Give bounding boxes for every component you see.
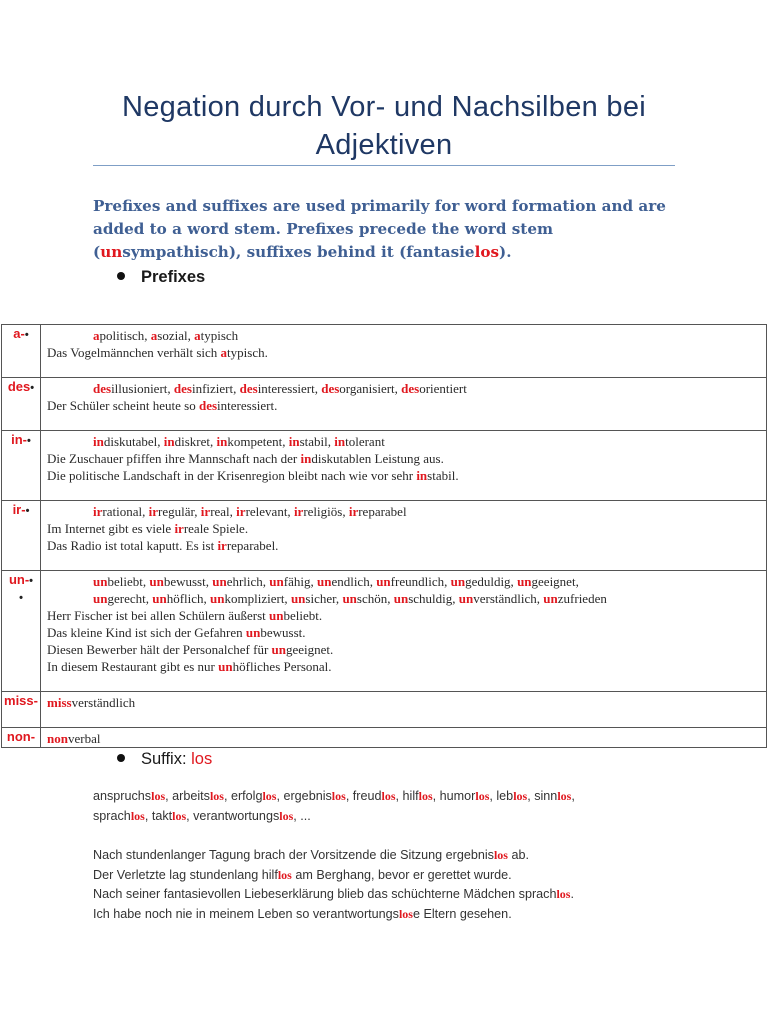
negation-affix: los: [209, 789, 224, 803]
example-text: diskret,: [174, 434, 217, 449]
prefix-label: miss-: [4, 693, 38, 708]
negation-affix: a: [220, 345, 228, 360]
negation-affix: des: [198, 398, 218, 413]
example-text: Diesen Bewerber hält der Personalchef für: [47, 642, 272, 657]
example-text: sprach: [93, 808, 131, 823]
negation-affix: los: [398, 906, 413, 921]
example-text: , hilf: [395, 789, 419, 803]
example-line: [47, 397, 766, 414]
paragraph-gap: [93, 826, 733, 846]
negation-affix: ir: [217, 538, 227, 553]
table-row: [2, 728, 767, 748]
negation-affix: un: [271, 642, 286, 657]
example-line: [93, 787, 733, 807]
example-text: rational,: [102, 504, 149, 519]
example-text: Der Verletzte lag stundenlang hilf: [93, 867, 278, 882]
negation-affix: los: [151, 789, 166, 803]
prefix-label: a-: [13, 326, 25, 341]
bullet-icon: •: [24, 329, 29, 341]
example-text: regulär,: [158, 504, 201, 519]
negation-affix: un: [316, 574, 332, 589]
negation-affix: in: [163, 434, 175, 449]
example-line: [47, 450, 766, 467]
suffix-heading-label: Suffix:: [141, 750, 192, 768]
negation-affix: in: [93, 434, 104, 449]
example-line: [47, 641, 766, 658]
example-line: [47, 327, 766, 344]
example-text: Herr Fischer ist bei allen Schülern äußerst: [47, 608, 270, 623]
prefix-label: in-: [11, 432, 28, 447]
negation-affix: los: [279, 808, 294, 823]
example-line: [47, 520, 766, 537]
example-text: kompetent,: [227, 434, 289, 449]
example-line: [93, 866, 733, 886]
example-line: [93, 807, 733, 827]
intro-example-prefix: un: [100, 243, 123, 261]
example-line: [47, 380, 766, 397]
table-row: [2, 501, 767, 571]
negation-affix: un: [93, 591, 108, 606]
intro-text: Prefixes and suffixes are used primarily for word formation and are added to a word stem. Prefixes precede the word stem (: [93, 197, 666, 261]
negation-affix: a: [150, 328, 158, 343]
prefixes-heading: [117, 268, 205, 287]
negation-affix: a: [93, 328, 100, 343]
examples-cell: [41, 325, 767, 378]
prefix-cell: [2, 692, 41, 728]
example-text: In diesem Restaurant gibt es nur: [47, 659, 219, 674]
table-row: [2, 325, 767, 378]
example-text: schuldig,: [408, 591, 459, 606]
negation-affix: un: [517, 574, 532, 589]
example-text: anspruchs: [93, 789, 152, 803]
prefix-label: un-: [8, 572, 30, 587]
title-divider: [93, 165, 675, 166]
example-text: , ...: [293, 808, 311, 823]
negation-affix: ir: [200, 504, 211, 519]
negation-affix: des: [173, 381, 192, 396]
suffix-heading-suffix: los: [191, 750, 213, 768]
example-text: bewusst.: [260, 625, 306, 640]
example-text: reale Spiele.: [183, 521, 249, 536]
example-line: [47, 467, 766, 484]
negation-affix: un: [376, 574, 391, 589]
example-text: typisch: [200, 328, 239, 343]
example-text: interessiert.: [217, 398, 278, 413]
example-text: real,: [210, 504, 237, 519]
negation-affix: los: [475, 789, 490, 803]
example-line: [47, 503, 766, 520]
prefix-cell: [2, 378, 41, 431]
bullet-icon: •: [25, 505, 30, 517]
negation-affix: un: [393, 591, 409, 606]
example-text: beliebt.: [283, 608, 323, 623]
example-text: infiziert,: [191, 381, 240, 396]
example-text: Die politische Landschaft in der Krisenregion bleibt nach wie vor sehr: [47, 468, 417, 483]
negation-affix: des: [321, 381, 340, 396]
table-row: [2, 431, 767, 501]
negation-affix: non: [47, 731, 68, 746]
suffix-examples: [93, 787, 733, 924]
negation-affix: ir: [148, 504, 158, 519]
examples-cell: [41, 501, 767, 571]
examples-cell: [41, 571, 767, 692]
bullet-icon: [117, 754, 125, 762]
intro-text-2: sympathisch), suffixes behind it (fantasie: [122, 243, 475, 261]
example-text: diskutabel,: [103, 434, 164, 449]
example-text: Das Radio ist total kaputt. Es ist: [47, 538, 218, 553]
negation-affix: un: [269, 608, 284, 623]
page-title: Negation durch Vor- und Nachsilben bei Adjektiven: [121, 91, 647, 161]
prefix-cell: [2, 325, 41, 378]
bullet-icon: •: [27, 435, 31, 447]
example-text: endlich,: [331, 574, 377, 589]
negation-affix: un: [450, 574, 466, 589]
examples-cell: [41, 431, 767, 501]
example-text: , humor: [432, 789, 476, 803]
bullet-icon: •: [19, 592, 23, 604]
example-text: höfliches Personal.: [232, 659, 332, 674]
example-line: [47, 433, 766, 450]
negation-affix: miss: [47, 695, 72, 710]
bullet-icon: [117, 272, 125, 280]
negation-affix: los: [418, 789, 433, 803]
negation-affix: un: [93, 574, 108, 589]
example-text: organisiert,: [339, 381, 402, 396]
example-text: illusioniert,: [111, 381, 174, 396]
negation-affix: un: [210, 591, 225, 606]
negation-affix: los: [381, 789, 396, 803]
example-text: Nach seiner fantasievollen Liebeserklärung blieb das schüchterne Mädchen sprach: [93, 887, 557, 901]
example-text: verständlich: [71, 695, 136, 710]
example-text: Die Zuschauer pfiffen ihre Mannschaft nach der: [47, 451, 301, 466]
example-text: Der Schüler scheint heute so: [47, 398, 199, 413]
example-text: geduldig,: [465, 574, 518, 589]
bullet-icon: •: [30, 382, 35, 394]
example-text: , verantwortungs: [186, 808, 280, 823]
negation-affix: in: [416, 468, 428, 483]
example-text: bewusst,: [163, 574, 213, 589]
example-text: geeignet,: [531, 574, 579, 589]
example-text: religiös,: [303, 504, 349, 519]
negation-affix: un: [218, 659, 233, 674]
example-text: orientiert: [419, 381, 467, 396]
negation-affix: un: [458, 591, 474, 606]
example-text: Nach stundenlanger Tagung brach der Vorsitzende die Sitzung ergebnis: [93, 848, 494, 862]
negation-affix: in: [334, 434, 346, 449]
negation-affix: un: [212, 574, 227, 589]
table-row: [2, 571, 767, 692]
negation-affix: in: [300, 451, 312, 466]
negation-affix: un: [245, 625, 261, 640]
example-text: reparabel: [358, 504, 407, 519]
negation-affix: ir: [174, 521, 184, 536]
example-line: [47, 573, 766, 590]
intro-text-end: ).: [499, 243, 512, 261]
example-text: , takt: [144, 808, 173, 823]
negation-affix: los: [557, 789, 572, 803]
table-row: [2, 378, 767, 431]
example-text: verständlich,: [473, 591, 544, 606]
example-text: tolerant: [345, 434, 385, 449]
example-text: höflich,: [166, 591, 211, 606]
example-text: freundlich,: [390, 574, 451, 589]
negation-affix: un: [149, 574, 164, 589]
example-text: gerecht,: [107, 591, 153, 606]
intro-example-suffix: los: [474, 243, 500, 261]
example-text: kompliziert,: [224, 591, 291, 606]
example-text: ehrlich,: [226, 574, 270, 589]
example-text: , leb: [489, 789, 514, 803]
table-row: [2, 692, 767, 728]
prefixes-heading-label: Prefixes: [141, 268, 206, 286]
example-text: Das Vogelmännchen verhält sich: [47, 345, 221, 360]
negation-affix: ir: [293, 504, 304, 519]
example-line: [47, 730, 766, 747]
example-text: stabil.: [427, 468, 459, 483]
example-text: ,: [571, 789, 575, 803]
prefix-table: [1, 324, 767, 748]
negation-affix: los: [172, 808, 187, 823]
example-text: .: [570, 887, 574, 901]
negation-affix: un: [290, 591, 306, 606]
negation-affix: des: [93, 381, 112, 396]
example-text: fähig,: [283, 574, 317, 589]
examples-cell: [41, 378, 767, 431]
example-text: zufrieden: [557, 591, 607, 606]
example-text: reparabel.: [226, 538, 279, 553]
example-line: [93, 846, 733, 866]
example-text: e Eltern gesehen.: [412, 906, 512, 921]
examples-cell: [41, 692, 767, 728]
example-line: [47, 694, 766, 711]
suffix-heading: [117, 750, 212, 769]
negation-affix: un: [269, 574, 284, 589]
prefix-cell: [2, 501, 41, 571]
example-text: schön,: [356, 591, 394, 606]
example-text: ab.: [507, 848, 529, 862]
example-text: , arbeits: [165, 789, 210, 803]
negation-affix: ir: [348, 504, 359, 519]
example-text: , ergebnis: [276, 789, 332, 803]
prefix-cell: [2, 728, 41, 748]
example-text: geeignet.: [286, 642, 334, 657]
negation-affix: des: [401, 381, 420, 396]
negation-affix: los: [331, 789, 346, 803]
example-text: typisch.: [227, 345, 268, 360]
negation-affix: los: [277, 867, 292, 882]
example-line: [47, 624, 766, 641]
example-text: interessiert,: [257, 381, 322, 396]
negation-affix: los: [556, 887, 571, 901]
example-text: diskutablen Leistung aus.: [311, 451, 444, 466]
negation-affix: los: [130, 808, 145, 823]
example-text: , freud: [345, 789, 382, 803]
example-line: [47, 344, 766, 361]
example-text: Das kleine Kind ist sich der Gefahren: [47, 625, 246, 640]
negation-affix: ir: [93, 504, 103, 519]
example-text: , sinn: [527, 789, 558, 803]
negation-affix: los: [493, 848, 508, 862]
negation-affix: a: [194, 328, 201, 343]
negation-affix: in: [288, 434, 300, 449]
prefix-cell: [2, 431, 41, 501]
example-text: beliebt,: [107, 574, 150, 589]
example-text: am Berghang, bevor er gerettet wurde.: [291, 867, 512, 882]
bullet-icon: •: [29, 575, 34, 587]
negation-affix: un: [543, 591, 558, 606]
negation-affix: un: [152, 591, 167, 606]
example-text: stabil,: [299, 434, 335, 449]
example-line: [47, 537, 766, 554]
prefix-cell: [2, 571, 41, 692]
negation-affix: ir: [236, 504, 246, 519]
example-line: [93, 905, 733, 925]
example-line: [47, 607, 766, 624]
negation-affix: los: [513, 789, 528, 803]
example-text: verbal: [67, 731, 101, 746]
negation-affix: in: [216, 434, 228, 449]
examples-cell: [41, 728, 767, 748]
prefix-label: ir-: [12, 502, 26, 517]
example-line: [47, 658, 766, 675]
negation-affix: los: [262, 789, 277, 803]
example-line: [93, 885, 733, 905]
example-line: [47, 590, 766, 607]
intro-paragraph: [93, 195, 693, 264]
negation-affix: des: [239, 381, 258, 396]
example-text: Ich habe noch nie in meinem Leben so verantwortungs: [93, 906, 399, 921]
example-text: , erfolg: [223, 789, 263, 803]
example-text: relevant,: [245, 504, 294, 519]
example-text: sozial,: [157, 328, 195, 343]
prefix-label: des: [7, 379, 31, 394]
negation-affix: un: [342, 591, 357, 606]
example-text: politisch,: [99, 328, 151, 343]
example-text: sicher,: [305, 591, 343, 606]
example-text: Im Internet gibt es viele: [47, 521, 175, 536]
prefix-label: non-: [6, 729, 36, 744]
